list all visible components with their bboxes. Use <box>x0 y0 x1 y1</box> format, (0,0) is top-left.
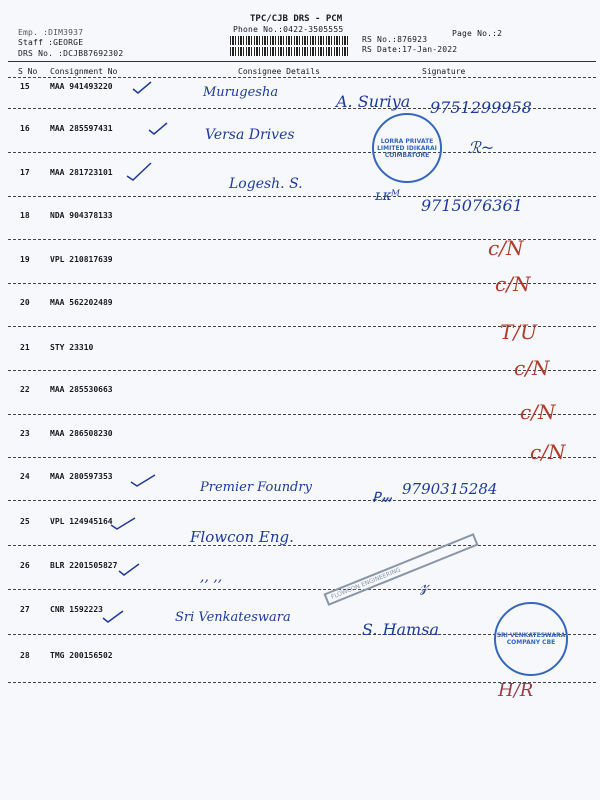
row-sno: 18 <box>20 211 30 220</box>
rs-date: RS Date:17-Jan-2022 <box>362 45 458 54</box>
row-separator <box>8 500 596 501</box>
company-seal: LORRA PRIVATE LIMITED IDIKARAI COIMBATORE <box>372 113 442 183</box>
checkmark-icon <box>132 80 152 99</box>
barcode <box>230 47 350 56</box>
row-consignment-no: MAA 285597431 <box>50 124 113 133</box>
row-separator <box>8 414 596 415</box>
handwritten-phone: 9715076361 <box>421 196 523 215</box>
row-consignment-no: MAA 941493220 <box>50 82 113 91</box>
checkmark-icon <box>130 472 156 492</box>
col-signature: Signature <box>422 67 466 76</box>
row-consignment-no: MAA 281723101 <box>50 168 113 177</box>
row-separator <box>8 152 596 153</box>
row-consignment-no: TMG 200156502 <box>50 651 113 660</box>
rs-number: RS No.:876923 <box>362 35 428 44</box>
row-sno: 21 <box>20 343 30 352</box>
row-sno: 24 <box>20 472 30 481</box>
row-consignment-no: VPL 210817639 <box>50 255 113 264</box>
row-consignment-no: MAA 286508230 <box>50 429 113 438</box>
header-rule <box>8 61 596 62</box>
row-sno: 26 <box>20 561 30 570</box>
handwritten-consignee: Logesh. S. <box>229 176 303 192</box>
row-separator <box>8 457 596 458</box>
handwritten-consignee: Versa Drives <box>205 127 295 143</box>
row-consignment-no: STY 23310 <box>50 343 94 352</box>
row-consignment-no: CNR 1592223 <box>50 605 103 614</box>
drs-number: DRS No. :DCJB87692302 <box>18 49 124 58</box>
handwritten-signature: ʟᴋᴹ <box>375 188 400 204</box>
row-consignment-no: MAA 280597353 <box>50 472 113 481</box>
handwritten-phone: 9751299958 <box>430 98 532 117</box>
handwritten-status-mark: c/N <box>495 272 531 296</box>
checkmark-icon <box>126 162 152 186</box>
checkmark-icon <box>110 515 136 535</box>
handwritten-status-mark: c/N <box>530 440 566 464</box>
handwritten-consignee: Murugesha <box>203 85 279 100</box>
col-sno: S No <box>18 67 38 76</box>
handwritten-consignee: Premier Foundry <box>200 480 312 495</box>
handwritten-phone: 9790315284 <box>402 480 498 498</box>
row-consignment-no: MAA 285530663 <box>50 385 113 394</box>
handwritten-signature: S. Hamsa <box>362 620 439 639</box>
emp-line: Emp. :DIM3937 <box>18 28 84 37</box>
barcode <box>230 36 350 45</box>
row-sno: 16 <box>20 124 30 133</box>
phone-number: Phone No.:0422-3505555 <box>233 25 344 34</box>
sheet-title: TPC/CJB DRS - PCM <box>250 14 343 24</box>
handwritten-signature: A. Suriya <box>336 92 411 111</box>
handwritten-consignee: ,, ,, <box>200 569 223 585</box>
row-sno: 19 <box>20 255 30 264</box>
row-sno: 20 <box>20 298 30 307</box>
row-sno: 17 <box>20 168 30 177</box>
row-sno: 15 <box>20 82 30 91</box>
company-stamp: FLOWCON ENGINEERING <box>323 533 478 606</box>
page-number: Page No.:2 <box>452 29 503 38</box>
handwritten-consignee: Sri Venkateswara <box>175 610 291 625</box>
handwritten-status-mark: c/N <box>514 356 550 380</box>
handwritten-status-mark: T/U <box>500 320 537 344</box>
handwritten-status-mark: H/R <box>498 680 534 701</box>
checkmark-icon <box>102 608 124 628</box>
col-consignee: Consignee Details <box>238 67 320 76</box>
handwritten-consignee: Flowcon Eng. <box>190 528 294 546</box>
handwritten-signature: ℛ~ <box>468 138 495 157</box>
col-consignment: Consignment No <box>50 67 118 76</box>
handwritten-signature: 𝓏 <box>420 575 429 596</box>
header-rule <box>8 77 596 78</box>
checkmark-icon <box>148 121 168 140</box>
row-separator <box>8 589 596 590</box>
row-separator <box>8 370 596 371</box>
row-sno: 28 <box>20 651 30 660</box>
staff-line: Staff :GEORGE <box>18 38 84 47</box>
handwritten-status-mark: c/N <box>520 400 556 424</box>
row-separator <box>8 545 596 546</box>
checkmark-icon <box>118 561 140 581</box>
row-sno: 27 <box>20 605 30 614</box>
row-consignment-no: MAA 562202489 <box>50 298 113 307</box>
row-consignment-no: NDA 904378133 <box>50 211 113 220</box>
company-seal: SRI VENKATESWARA COMPANY CBE <box>494 602 568 676</box>
row-sno: 22 <box>20 385 30 394</box>
row-consignment-no: BLR 2201505827 <box>50 561 118 570</box>
handwritten-status-mark: c/N <box>488 236 524 260</box>
handwritten-signature: Ꝑ𝓂 <box>372 490 393 506</box>
row-sno: 25 <box>20 517 30 526</box>
row-sno: 23 <box>20 429 30 438</box>
row-consignment-no: VPL 124945164 <box>50 517 113 526</box>
